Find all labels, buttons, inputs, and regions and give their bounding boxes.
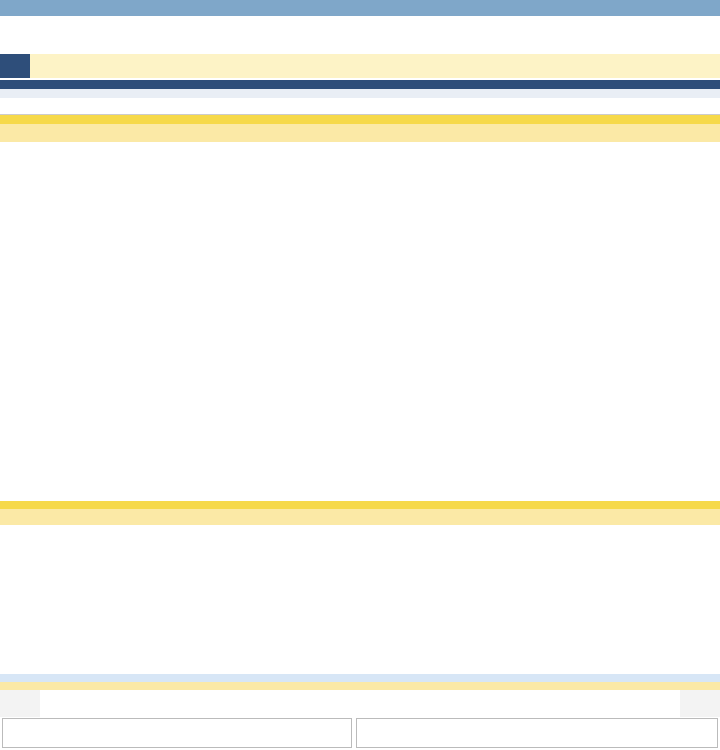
front-section-title [0,115,720,124]
grade-header [0,124,720,142]
footer-author [356,718,718,748]
title-bar [0,0,720,16]
inheritance-box [0,54,720,78]
attribute-header [0,80,720,98]
footer-changes [2,718,352,748]
inheritance-label [0,54,30,78]
pet-right-label [680,690,720,717]
pet-section-title [0,674,720,682]
late-section-title [0,501,720,509]
pet-header [0,682,720,690]
late-note [0,493,720,501]
white-hair-row [0,98,720,115]
late-foot [0,666,720,673]
pet-left-label [0,690,40,717]
late-grade-header [0,509,720,525]
